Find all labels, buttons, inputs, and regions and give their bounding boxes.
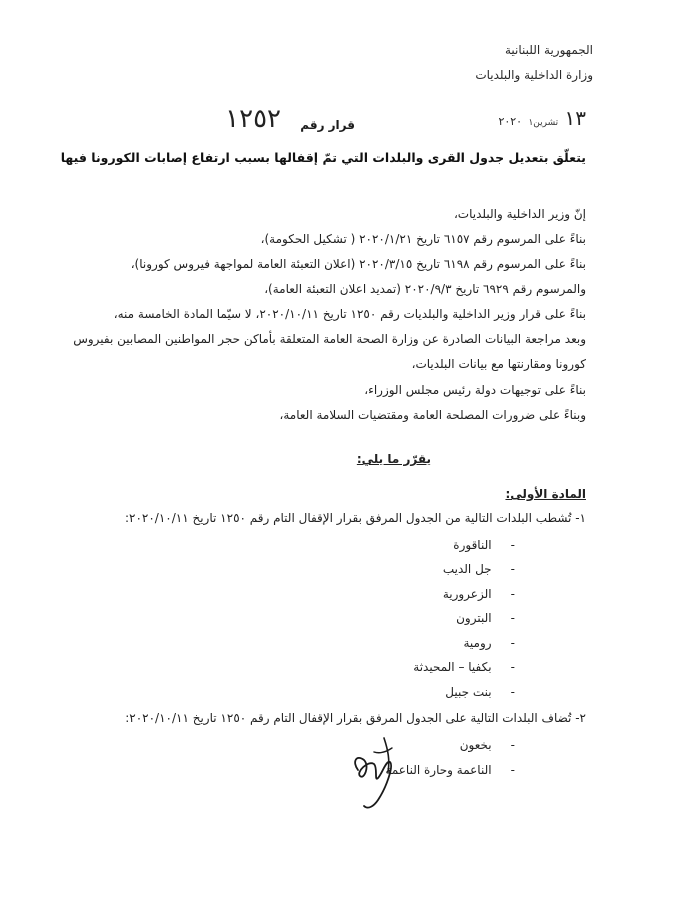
decision-date: [498, 106, 586, 130]
preamble-line-4: والمرسوم رقم ٦٩٢٩ تاريخ ٢٠٢٠/٩/٣ (تمديد اعلان التعبئة العامة)،: [264, 282, 586, 296]
preamble-line-8: بناءً على توجيهات دولة رئيس مجلس الوزراء،: [364, 383, 586, 397]
preamble-line-5: بناءً على قرار وزير الداخلية والبلديات رقم ١٢٥٠ تاريخ ٢٠٢٠/١٠/١١، لا سيّما المادة الخامسة منه،: [113, 307, 586, 321]
list-item: - بنت جبيل: [445, 685, 515, 699]
article-1-heading: المادة الأولى:: [505, 487, 586, 501]
preamble-line-1: إنّ وزير الداخلية والبلديات،: [453, 207, 586, 221]
signature-mark: [338, 730, 414, 812]
date-year: ٢٠٢٠: [498, 115, 523, 128]
decision-label: قرار رقم: [300, 118, 355, 132]
preamble-line-2: بناءً على المرسوم رقم ٦١٥٧ تاريخ ٢٠٢٠/١/٢١ ( تشكيل الحكومة)،: [260, 232, 586, 246]
preamble-line-9: وبناءً على ضرورات المصلحة العامة ومقتضيات السلامة العامة،: [279, 408, 586, 422]
date-month: تشرين١: [528, 118, 559, 128]
list-item: - رومية: [463, 636, 515, 650]
article-1-clause-1: ١- تُشطب البلدات التالية من الجدول المرفق بقرار الإقفال التام رقم ١٢٥٠ تاريخ ٢٠٢٠/١٠/١١:: [124, 511, 586, 525]
list-item: - جل الديب: [442, 562, 515, 576]
ministry-name: وزارة الداخلية والبلديات: [475, 68, 593, 82]
list-item: - بكفيا – المحيدثة: [413, 660, 515, 674]
decides-heading: يقرّر ما يلي:: [356, 452, 431, 466]
list-item: - البترون: [456, 611, 515, 625]
preamble-line-6: وبعد مراجعة البيانات الصادرة عن وزارة الصحة العامة المتعلقة بأماكن حجر المواطنين المصابين بفيروس: [73, 332, 586, 346]
preamble-line-7: كورونا ومقارنتها مع بيانات البلديات،: [411, 357, 586, 371]
list-item: - الناقورة: [453, 538, 515, 552]
list-item: - الناعمة وحارة الناعمة: [385, 763, 515, 777]
country-name: الجمهورية اللبنانية: [504, 43, 593, 57]
list-item: - الزعرورية: [442, 587, 515, 601]
date-day: ١٣: [564, 106, 586, 130]
document-title: يتعلّق بتعديل جدول القرى والبلدات التي تمّ إقفالها بسبب ارتفاع إصابات الكورونا فيها: [60, 150, 586, 165]
article-1-clause-2: ٢- تُضاف البلدات التالية على الجدول المرفق بقرار الإقفال التام رقم ١٢٥٠ تاريخ ٢٠٢٠/١٠/١١:: [125, 711, 586, 725]
decision-number: ١٢٥٢: [225, 104, 281, 134]
list-item: - بخعون: [459, 738, 515, 752]
preamble-line-3: بناءً على المرسوم رقم ٦١٩٨ تاريخ ٢٠٢٠/٣/١٥ (اعلان التعبئة العامة لمواجهة فيروس كورونا)،: [130, 257, 586, 271]
